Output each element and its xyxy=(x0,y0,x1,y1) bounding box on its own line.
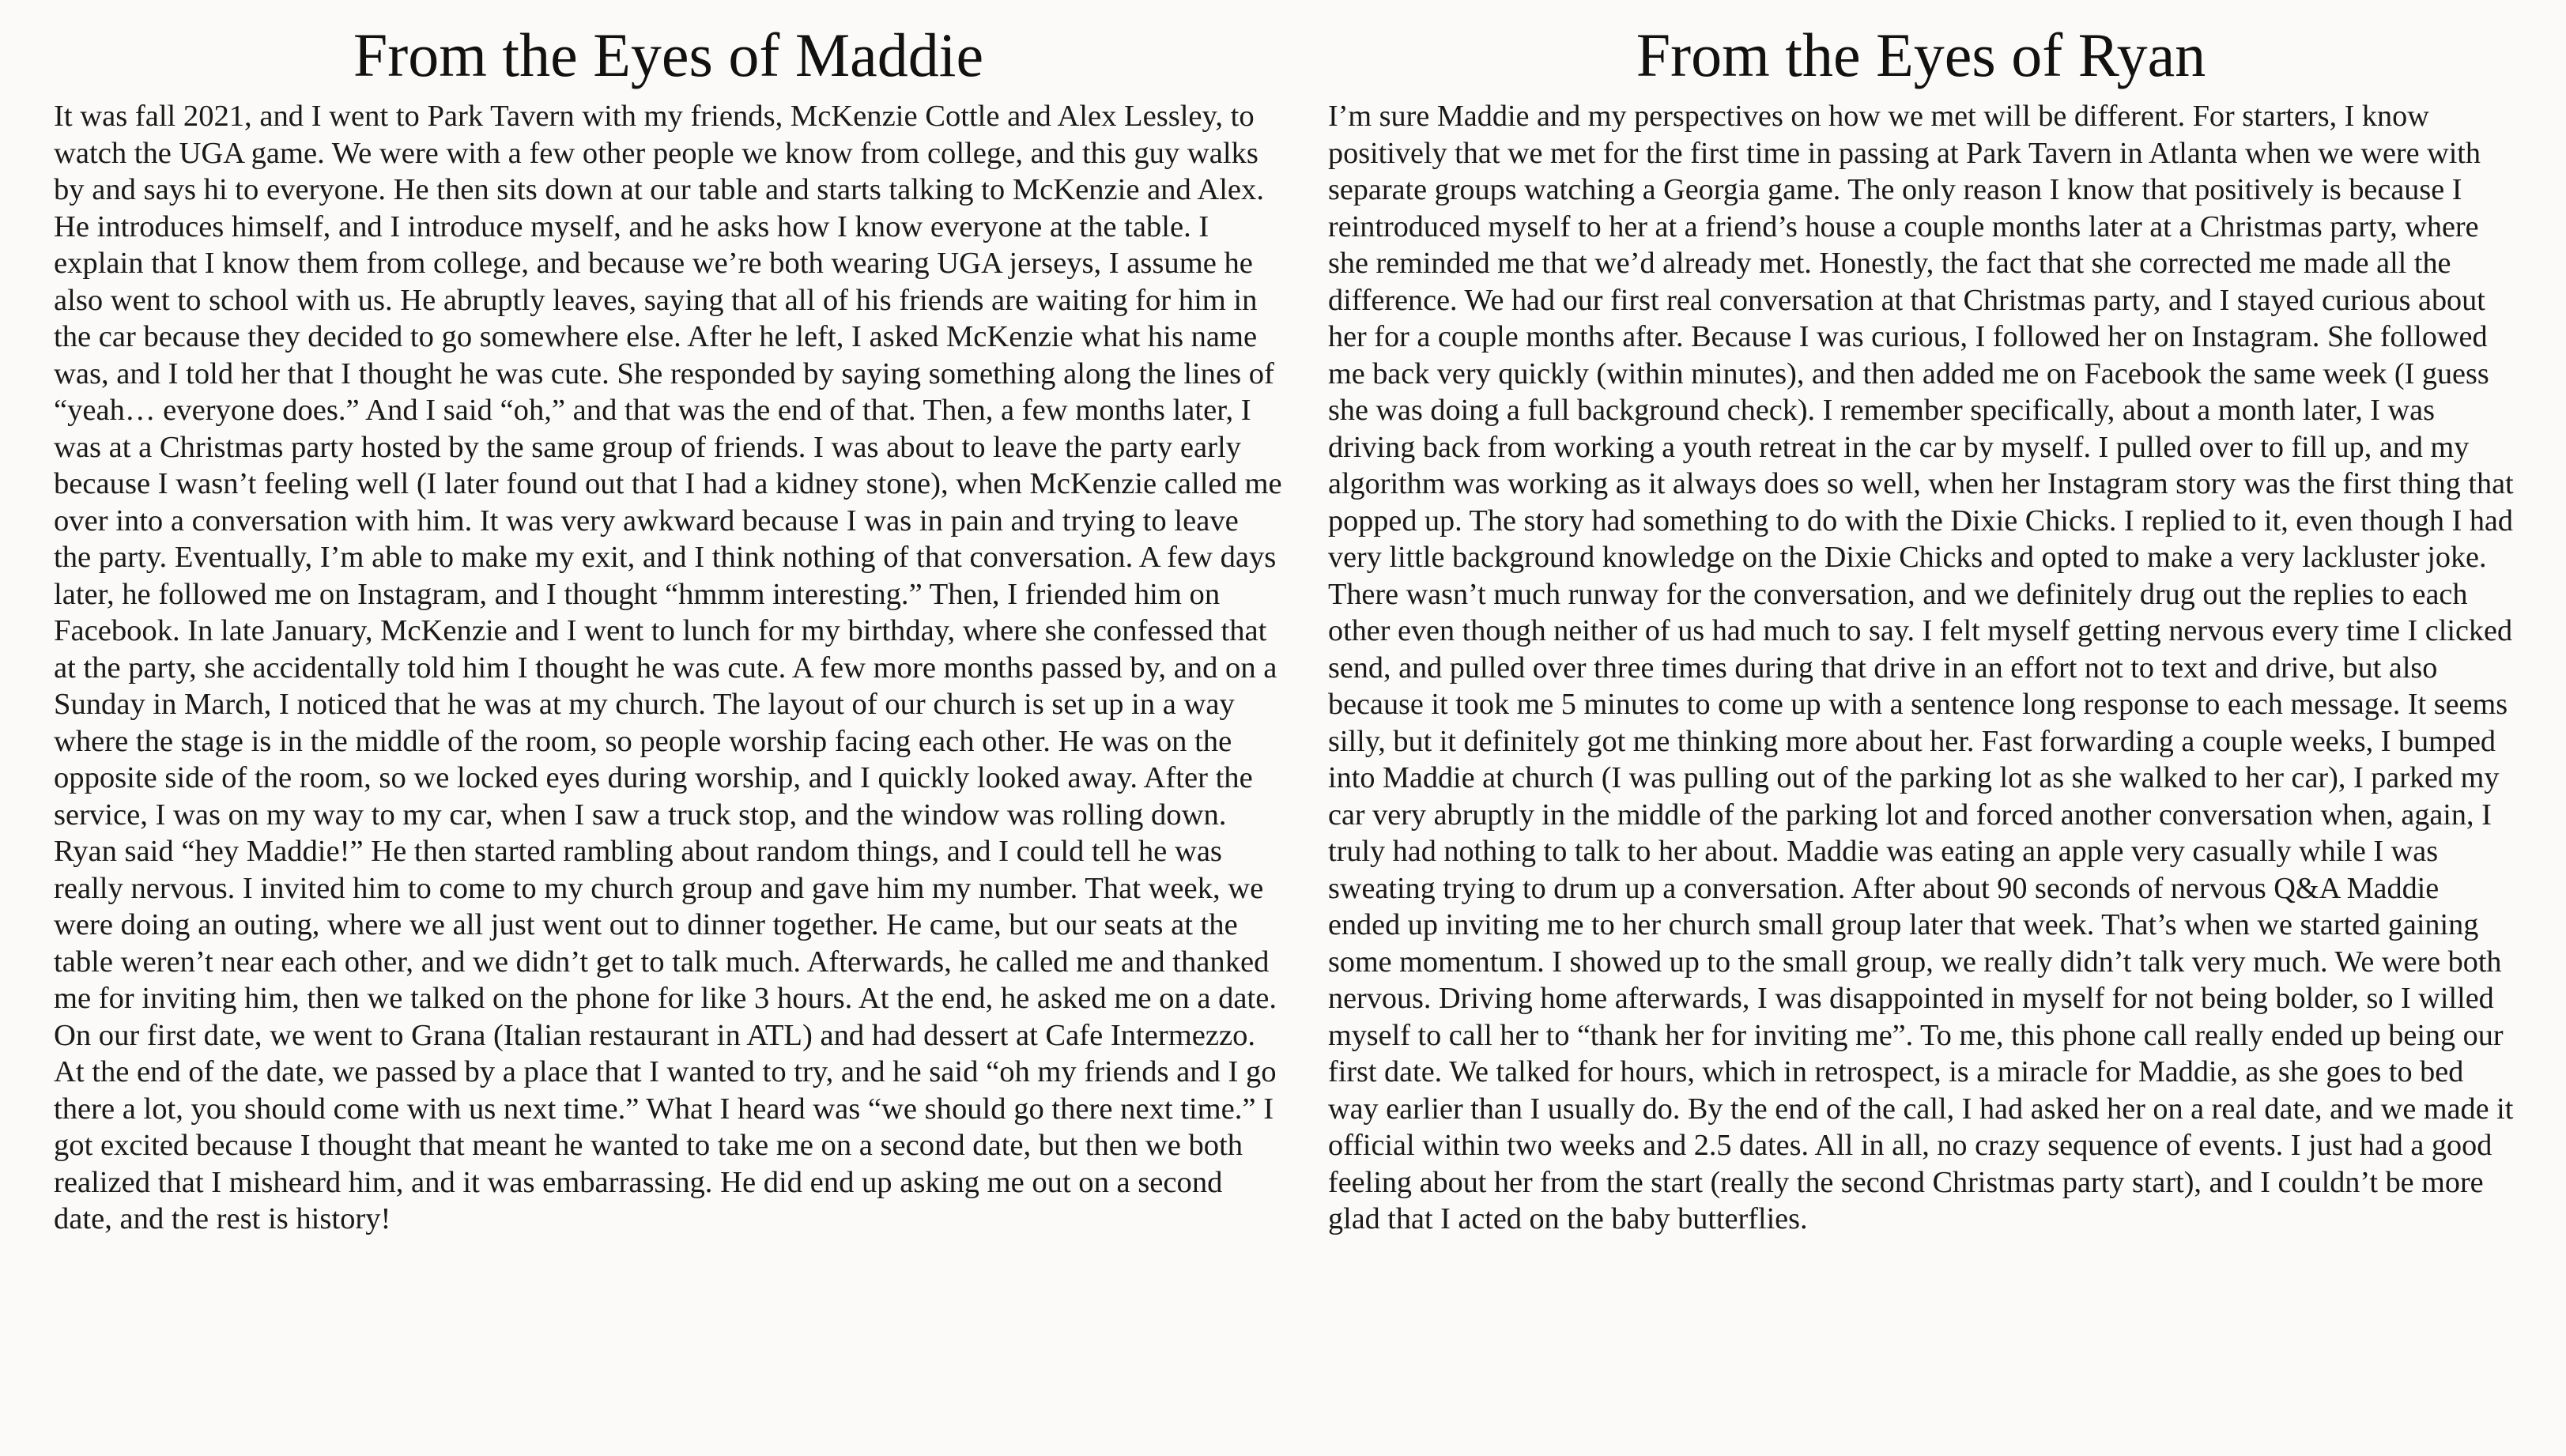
maddie-story-text: It was fall 2021, and I went to Park Tavern with my friends, McKenzie Cottle and Alex Lessley, to watch the UGA game. We were with a few other people we know from college, and this guy walks by and says hi to everyone. He then sits down at our table and starts talking to McKenzie and Alex. He introduces himself, and I introduce myself, and he asks how I know everyone at the table. I explain that I know them from college, and because we’re both wearing UGA jerseys, I assume he also went to school with us. He abruptly leaves, saying that all of his friends are waiting for him in the car because they decided to go somewhere else. After he left, I asked McKenzie what his name was, and I told her that I thought he was cute. She responded by saying something along the lines of “yeah… everyone does.” And I said “oh,” and that was the end of that. Then, a few months later, I was at a Christmas party hosted by the same group of friends. I was about to leave the party early because I wasn’t feeling well (I later found out that I had a kidney stone), when McKenzie called me over into a conversation with him. It was very awkward because I was in pain and trying to leave the party. Eventually, I’m able to make my exit, and I think nothing of that conversation. A few days later, he followed me on Instagram, and I thought “hmmm interesting.” Then, I friended him on Facebook. In late January, McKenzie and I went to lunch for my birthday, where she confessed that at the party, she accidentally told him I thought he was cute. A few more months passed by, and on a Sunday in March, I noticed that he was at my church. The layout of our church is set up in a way where the stage is in the middle of the room, so people worship facing each other. He was on the opposite side of the room, so we locked eyes during worship, and I quickly looked away. After the service, I was on my way to my car, when I saw a truck stop, and the window was rolling down. Ryan said “hey Maddie!” He then started rambling about random things, and I could tell he was really nervous. I invited him to come to my church group and gave him my number. That week, we were doing an outing, where we all just went out to dinner together. He came, but our seats at the table weren’t near each other, and we didn’t get to talk much. Afterwards, he called me and thanked me for inviting him, then we talked on the phone for like 3 hours. At the end, he asked me on a date. On our first date, we went to Grana (Italian restaurant in ATL) and had dessert at Cafe Intermezzo. At the end of the date, we passed by a place that I wanted to try, and he said “oh my friends and I go there a lot, you should come with us next time.” What I heard was “we should go there next time.” I got excited because I thought that meant he wanted to take me on a second date, but then we both realized that I misheard him, and it was embarrassing. He did end up asking me out on a second date, and the rest is history! xyxy=(54,100,1282,1235)
ryan-column xyxy=(1328,16,2514,1238)
maddie-column xyxy=(54,16,1283,1238)
ryan-story-text: I’m sure Maddie and my perspectives on how we met will be different. For starters, I know positively that we met for the first time in passing at Park Tavern in Atlanta when we were with separate groups watching a Georgia game. The only reason I know that positively is because I reintroduced myself to her at a friend’s house a couple months later at a Christmas party, where she reminded me that we’d already met. Honestly, the fact that she corrected me made all the difference. We had our first real conversation at that Christmas party, and I stayed curious about her for a couple months after. Because I was curious, I followed her on Instagram. She followed me back very quickly (within minutes), and then added me on Facebook the same week (I guess she was doing a full background check). I remember specifically, about a month later, I was driving back from working a youth retreat in the car by myself. I pulled over to fill up, and my algorithm was working as it always does so well, when her Instagram story was the first thing that popped up. The story had something to do with the Dixie Chicks. I replied to it, even though I had very little background knowledge on the Dixie Chicks and opted to make a very lackluster joke. There wasn’t much runway for the conversation, and we definitely drug out the replies to each other even though neither of us had much to say. I felt myself getting nervous every time I clicked send, and pulled over three times during that drive in an effort not to text and drive, but also because it took me 5 minutes to come up with a sentence long response to each message. It seems silly, but it definitely got me thinking more about her. Fast forwarding a couple weeks, I bumped into Maddie at church (I was pulling out of the parking lot as she walked to her car), I parked my car very abruptly in the middle of the parking lot and forced another conversation when, again, I truly had nothing to talk to her about. Maddie was eating an apple very casually while I was sweating trying to drum up a conversation. After about 90 seconds of nervous Q&A Maddie ended up inviting me to her church small group later that week. That’s when we started gaining some momentum. I showed up to the small group, we really didn’t talk very much. We were both nervous. Driving home afterwards, I was disappointed in myself for not being bolder, so I willed myself to call her to “thank her for inviting me”. To me, this phone call really ended up being our first date. We talked for hours, which in retrospect, is a miracle for Maddie, as she goes to bed way earlier than I usually do. By the end of the call, I had asked her on a real date, and we made it official within two weeks and 2.5 dates. All in all, no crazy sequence of events. I just had a good feeling about her from the start (really the second Christmas party start), and I couldn’t be more glad that I acted on the baby butterflies. xyxy=(1328,100,2514,1235)
maddie-title: From the Eyes of Maddie xyxy=(353,21,984,89)
ryan-title: From the Eyes of Ryan xyxy=(1636,21,2206,89)
